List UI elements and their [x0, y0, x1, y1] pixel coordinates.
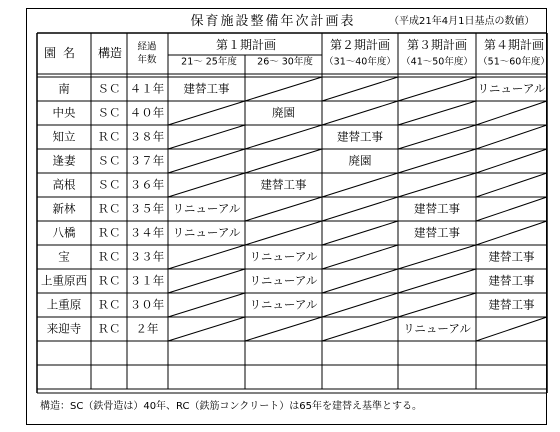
facility-name: 新林: [52, 201, 76, 216]
structure-type: ＲＣ: [97, 273, 121, 288]
header-plan2-sub: （31～40年度）: [324, 56, 396, 68]
structure-type: ＳＣ: [97, 177, 121, 192]
elapsed-years: ４１年: [129, 81, 165, 96]
plan-entry: 建替工事: [414, 201, 460, 216]
structure-type: ＳＣ: [97, 153, 121, 168]
facility-name: 宝: [58, 249, 70, 264]
structure-type: ＲＣ: [97, 201, 121, 216]
elapsed-years: ３８年: [129, 129, 165, 144]
header-structure: 構造: [97, 46, 123, 60]
plan-entry: リニューアル: [172, 201, 241, 216]
elapsed-years: ３５年: [129, 201, 165, 216]
footer-note: 構造：SC（鉄骨造は）40年、RC（鉄筋コンクリート）は65年を建替え基準とする。: [40, 401, 423, 412]
plan-entry: 建替工事: [183, 81, 230, 96]
plan-entry: 建替工事: [414, 225, 460, 240]
plan-entry: 建替工事: [488, 273, 535, 288]
facility-name: 高根: [52, 177, 76, 192]
header-plan2: 第２期計画: [329, 38, 391, 52]
elapsed-years: ３３年: [129, 249, 165, 264]
plan-entry: リニューアル: [249, 297, 318, 312]
plan-table-frame: [26, 8, 547, 425]
structure-type: ＲＣ: [97, 225, 121, 240]
facility-name: 知立: [52, 129, 76, 144]
page-title: 保育施設整備年次計画表: [190, 14, 356, 29]
plan-entry: リニューアル: [172, 225, 241, 240]
facility-name: 逢妻: [52, 153, 76, 168]
header-name: 園名: [43, 46, 83, 60]
facility-name: 上重原西: [41, 273, 87, 288]
structure-type: ＲＣ: [97, 129, 121, 144]
plan-entry: リニューアル: [477, 81, 546, 96]
elapsed-years: ３１年: [129, 273, 165, 288]
structure-type: ＲＣ: [97, 297, 121, 312]
elapsed-years: ２年: [135, 321, 159, 336]
structure-type: ＳＣ: [97, 105, 121, 120]
header-plan4: 第４期計画: [483, 38, 545, 52]
elapsed-years: ３４年: [129, 225, 165, 240]
header-age-line1: 経過: [137, 41, 157, 53]
plan-entry: リニューアル: [249, 249, 318, 264]
header-plan1: 第１期計画: [215, 38, 277, 52]
plan-entry: 建替工事: [260, 177, 307, 192]
plan-entry: 建替工事: [488, 249, 535, 264]
plan-entry: リニューアル: [403, 321, 471, 336]
header-age-line2: 年数: [137, 54, 157, 66]
baseline-note: （平成21年4月1日基点の数値）: [389, 16, 535, 27]
structure-type: ＲＣ: [97, 249, 121, 264]
plan-entry: リニューアル: [249, 273, 318, 288]
elapsed-years: ３０年: [129, 297, 165, 312]
facility-name: 南: [58, 81, 70, 96]
facility-name: 上重原: [46, 297, 82, 312]
header-plan4-sub: （51～60年度）: [478, 56, 550, 68]
elapsed-years: ４０年: [129, 105, 165, 120]
header-plan3-sub: （41～50年度）: [401, 56, 473, 68]
plan-entry: 建替工事: [337, 129, 383, 144]
facility-name: 八橋: [52, 225, 76, 240]
plan-entry: 廃園: [348, 153, 372, 168]
plan-entry: 建替工事: [488, 297, 535, 312]
structure-type: ＲＣ: [97, 321, 121, 336]
header-plan3: 第３期計画: [406, 38, 468, 52]
header-plan1-sub2: 26～ 30年度: [257, 56, 313, 68]
structure-type: ＳＣ: [97, 81, 121, 96]
facility-name: 来迎寺: [46, 321, 82, 336]
plan-entry: 廃園: [272, 105, 295, 120]
elapsed-years: ３６年: [129, 177, 165, 192]
header-plan1-sub1: 21～ 25年度: [181, 56, 237, 68]
facility-name: 中央: [52, 105, 76, 120]
elapsed-years: ３７年: [129, 153, 165, 168]
